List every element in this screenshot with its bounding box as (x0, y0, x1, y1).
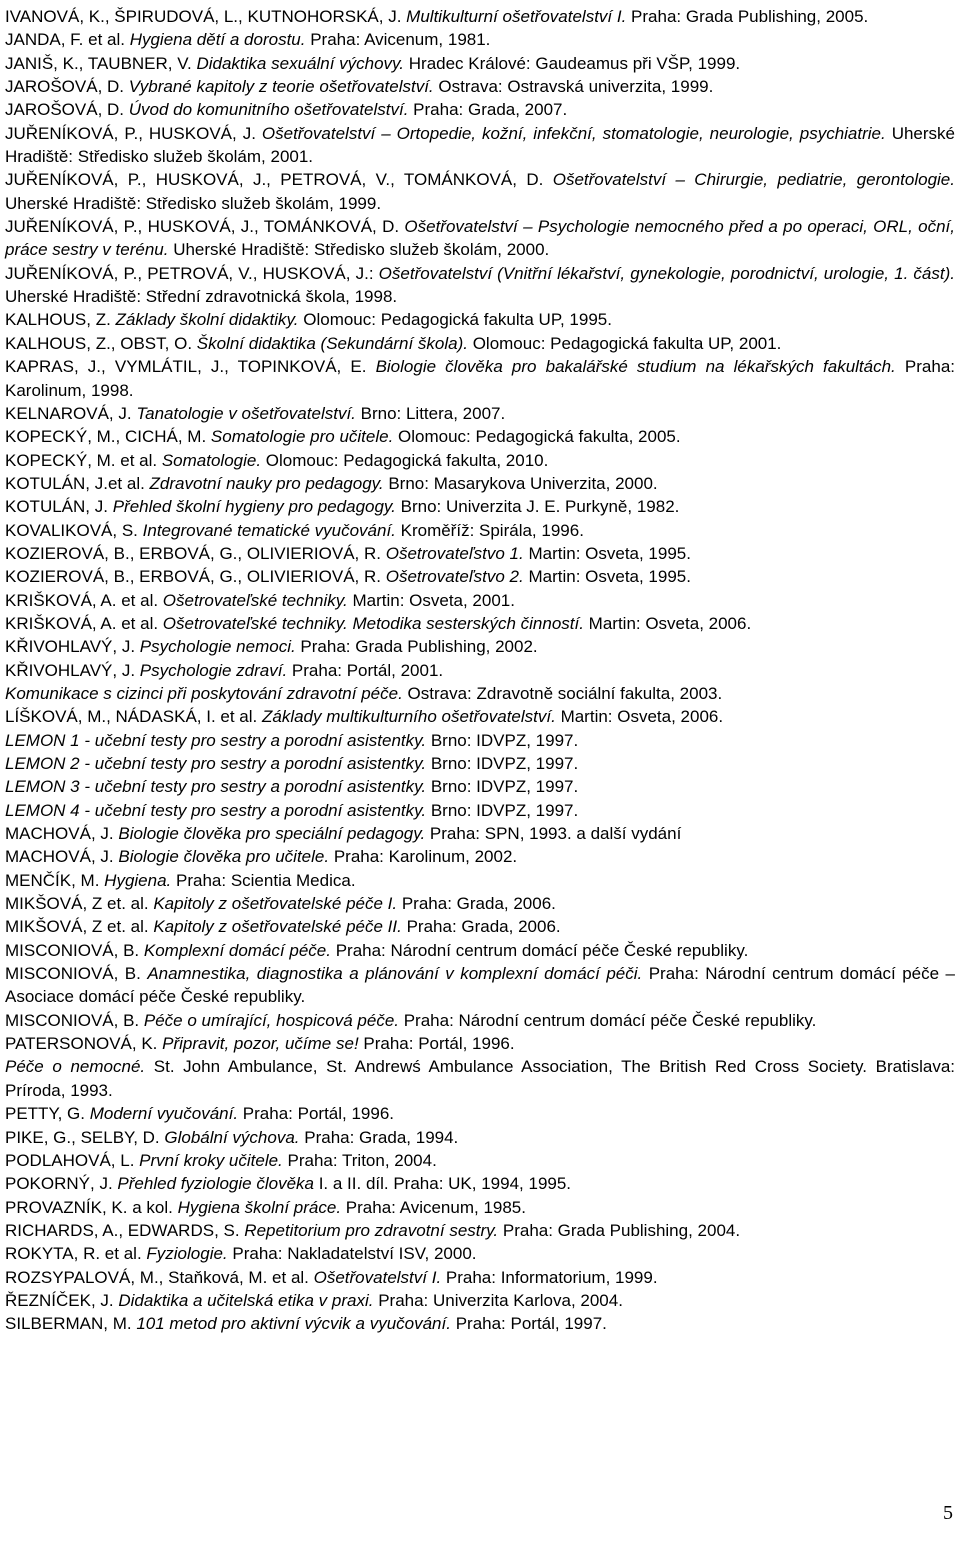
reference-entry (5, 845, 955, 868)
reference-title: Tanatologie v ošetřovatelství. (136, 403, 356, 423)
reference-entry (5, 915, 955, 938)
reference-entry (5, 799, 955, 822)
reference-authors: KAPRAS, J., VYMLÁTIL, J., TOPINKOVÁ, E. (5, 357, 376, 377)
reference-entry (5, 98, 955, 121)
reference-authors: PATERSONOVÁ, K. (5, 1034, 163, 1054)
reference-authors: MIKŠOVÁ, Z et. al. (5, 917, 154, 937)
reference-publisher: Praha: Portál, 1997. (450, 1314, 607, 1334)
reference-title: Ošetrovateľské techniky. (162, 590, 348, 610)
reference-title: LEMON 3 - učební testy pro sestry a porodní asistentky. (5, 777, 427, 797)
reference-entry (5, 28, 955, 51)
reference-publisher: I. a II. díl. Praha: UK, 1994, 1995. (313, 1174, 572, 1194)
reference-title: Ošetřovatelství I. (313, 1267, 442, 1287)
reference-authors: KOTULÁN, J.et al. (5, 473, 150, 493)
reference-authors: MACHOVÁ, J. (5, 824, 119, 844)
reference-publisher: Martin: Osveta, 1995. (523, 543, 691, 563)
reference-publisher: Praha: Karolinum, 2002. (329, 847, 518, 867)
reference-publisher: Praha: Triton, 2004. (282, 1150, 437, 1170)
reference-title: První kroky učitele. (139, 1150, 283, 1170)
reference-publisher: Praha: Grada, 2007. (408, 100, 568, 120)
reference-authors: KŘIVOHLAVÝ, J. (5, 637, 140, 657)
reference-authors: KRIŠKOVÁ, A. et al. (5, 613, 163, 633)
reference-entry (5, 1055, 960, 1102)
reference-publisher: Praha: Univerzita Karlova, 2004. (373, 1290, 623, 1310)
reference-authors: JAROŠOVÁ, D. (5, 100, 129, 120)
reference-title: Hygiena dětí a dorostu. (129, 30, 306, 50)
reference-publisher: Praha: Národní centrum domácí péče České republiky. (399, 1010, 817, 1030)
reference-title: Úvod do komunitního ošetřovatelství. (128, 100, 409, 120)
reference-publisher: Martin: Osveta, 2006. (555, 707, 724, 727)
reference-publisher: Brno: IDVPZ, 1997. (426, 730, 579, 750)
reference-authors: KOTULÁN, J. (5, 497, 113, 517)
reference-publisher: St. John Ambulance, St. Andrewś Ambulance Association, The British Red Cross Society. Bratislava: Príroda, 1993. (5, 1057, 960, 1100)
reference-publisher: Olomouc: Pedagogická fakulta UP, 2001. (467, 333, 782, 353)
reference-authors: ŘEZNÍČEK, J. (5, 1290, 119, 1310)
reference-entry (5, 75, 955, 98)
reference-authors: SILBERMAN, M. (5, 1314, 137, 1334)
reference-publisher: Olomouc: Pedagogická fakulta UP, 1995. (298, 310, 612, 330)
reference-entry (5, 939, 955, 962)
reference-title: Psychologie nemoci. (139, 637, 296, 657)
reference-title: Ošetrovateľstvo 2. (385, 567, 524, 587)
reference-authors: KOZIEROVÁ, B., ERBOVÁ, G., OLIVIERIOVÁ, R. (5, 567, 386, 587)
reference-entry (5, 705, 955, 728)
reference-authors: MENČÍK, M. (5, 870, 105, 890)
reference-title: Vybrané kapitoly z teorie ošetřovatelství. (128, 77, 434, 97)
reference-publisher: Praha: Informatorium, 1999. (441, 1267, 658, 1287)
reference-entry (5, 635, 955, 658)
reference-publisher: Uherské Hradiště: Středisko služeb školám, 1999. (5, 170, 960, 213)
reference-publisher: Brno: Masarykova Univerzita, 2000. (383, 473, 658, 493)
reference-entry (5, 682, 955, 705)
reference-publisher: Praha: Grada, 2006. (397, 894, 556, 914)
reference-title: Psychologie zdraví. (139, 660, 288, 680)
reference-authors: JANIŠ, K., TAUBNER, V. (5, 53, 197, 73)
reference-title: Kapitoly z ošetřovatelské péče I. (153, 894, 398, 914)
reference-authors: MISCONIOVÁ, B. (5, 940, 144, 960)
reference-title: Biologie člověka pro bakalářské studium na lékařských fakultách. (375, 357, 896, 377)
reference-entry (5, 1289, 955, 1312)
reference-authors: RICHARDS, A., EDWARDS, S. (5, 1220, 245, 1240)
reference-title: Hygiena. (104, 870, 172, 890)
reference-authors: KELNAROVÁ, J. (5, 403, 137, 423)
reference-publisher: Uherské Hradiště: Středisko služeb školám, 2001. (5, 123, 960, 167)
reference-publisher: Brno: IDVPZ, 1997. (426, 777, 579, 797)
reference-publisher: Kroměříž: Spirála, 1996. (395, 520, 584, 540)
reference-authors: PIKE, G., SELBY, D. (5, 1127, 165, 1147)
reference-title: Péče o nemocné. (5, 1057, 146, 1077)
reference-authors: PETTY, G. (5, 1104, 90, 1124)
reference-title: Ošetrovateľské techniky. Metodika sesterských činností. (162, 613, 584, 633)
reference-title: Péče o umírající, hospicová péče. (143, 1010, 399, 1030)
reference-entry (5, 52, 955, 75)
reference-entry (5, 262, 960, 309)
reference-title: Biologie člověka pro učitele. (118, 847, 330, 867)
reference-authors: JUŘENÍKOVÁ, P., PETROVÁ, V., HUSKOVÁ, J.: (5, 263, 379, 283)
reference-title: Somatologie. (161, 450, 262, 470)
reference-title: 101 metod pro aktivní výcvik a vyučování. (136, 1314, 451, 1334)
reference-entry (5, 449, 955, 472)
reference-entry (5, 1312, 955, 1335)
reference-entry (5, 752, 955, 775)
reference-authors: KOPECKÝ, M., CICHÁ, M. (5, 427, 211, 447)
reference-title: Komunikace s cizinci při poskytování zdravotní péče. (5, 683, 403, 703)
reference-authors: ROZSYPALOVÁ, M., Staňková, M. et al. (5, 1267, 314, 1287)
reference-title: Didaktika sexuální výchovy. (196, 53, 405, 73)
reference-entry (5, 1266, 955, 1289)
reference-publisher: Praha: Avicenum, 1985. (341, 1197, 526, 1217)
reference-title: Kapitoly z ošetřovatelské péče II. (153, 917, 402, 937)
reference-entry (5, 612, 955, 635)
reference-publisher: Martin: Osveta, 2006. (583, 613, 752, 633)
reference-title: LEMON 4 - učební testy pro sestry a porodní asistentky. (5, 800, 427, 820)
reference-title: Ošetrovateľstvo 1. (385, 543, 524, 563)
reference-title: Didaktika a učitelská etika v praxi. (118, 1290, 374, 1310)
reference-authors: ROKYTA, R. et al. (5, 1244, 147, 1264)
reference-publisher: Praha: Grada Publishing, 2002. (295, 637, 538, 657)
reference-entry (5, 1219, 955, 1242)
reference-title: LEMON 1 - učební testy pro sestry a porodní asistentky. (5, 730, 427, 750)
reference-title: Fyziologie. (146, 1244, 228, 1264)
reference-title: Připravit, pozor, učíme se! (162, 1034, 359, 1054)
reference-publisher: Praha: Grada Publishing, 2005. (626, 7, 869, 26)
reference-publisher: Ostrava: Zdravotně sociální fakulta, 2003. (402, 683, 723, 703)
reference-publisher: Praha: Avicenum, 1981. (305, 30, 491, 50)
reference-authors: KŘIVOHLAVÝ, J. (5, 660, 140, 680)
reference-title: Hygiena školní práce. (177, 1197, 342, 1217)
reference-entry (5, 1196, 955, 1219)
reference-authors: LÍŠKOVÁ, M., NÁDASKÁ, I. et al. (5, 707, 262, 727)
reference-entry (5, 892, 955, 915)
reference-authors: IVANOVÁ, K., ŠPIRUDOVÁ, L., KUTNOHORSKÁ, J. (5, 7, 407, 26)
reference-title: Základy multikulturního ošetřovatelství. (261, 707, 556, 727)
reference-entry (5, 425, 955, 448)
reference-authors: MISCONIOVÁ, B. (5, 1010, 144, 1030)
reference-title: Přehled fyziologie člověka (117, 1174, 314, 1194)
reference-entry (5, 308, 955, 331)
reference-entry (5, 1009, 955, 1032)
reference-entry (5, 729, 955, 752)
reference-entry (5, 519, 955, 542)
reference-authors: POKORNÝ, J. (5, 1174, 118, 1194)
reference-publisher: Olomouc: Pedagogická fakulta, 2005. (393, 427, 681, 447)
reference-title: Ošetřovatelství (Vnitřní lékařství, gynekologie, porodnictví, urologie, 1. část). (378, 263, 955, 283)
reference-title: Moderní vyučování. (89, 1104, 239, 1124)
reference-list (5, 5, 960, 1336)
reference-publisher: Praha: Karolinum, 1998. (5, 357, 960, 400)
page-number: 5 (943, 1502, 953, 1524)
reference-title: Multikulturní ošetřovatelství I. (406, 7, 627, 26)
reference-authors: PODLAHOVÁ, L. (5, 1150, 140, 1170)
reference-entry (5, 472, 955, 495)
reference-entry (5, 402, 955, 425)
reference-title: Ošetřovatelství – Ortopedie, kožní, infekční, stomatologie, neurologie, psychiatrie. (261, 123, 886, 143)
reference-publisher: Ostrava: Ostravská univerzita, 1999. (433, 77, 714, 97)
reference-entry (5, 495, 955, 518)
reference-entry (5, 5, 955, 28)
reference-publisher: Praha: Scientia Medica. (171, 870, 356, 890)
reference-entry (5, 168, 960, 215)
reference-publisher: Hradec Králové: Gaudeamus při VŠP, 1999. (404, 53, 741, 73)
reference-entry (5, 542, 955, 565)
reference-title: Ošetřovatelství – Chirurgie, pediatrie, gerontologie. (552, 170, 955, 190)
reference-title: Integrované tematické vyučování. (142, 520, 396, 540)
reference-publisher: Brno: IDVPZ, 1997. (426, 800, 579, 820)
reference-authors: PROVAZNÍK, K. a kol. (5, 1197, 178, 1217)
reference-entry (5, 1149, 955, 1172)
reference-title: Zdravotní nauky pro pedagogy. (149, 473, 384, 493)
reference-authors: JUŘENÍKOVÁ, P., HUSKOVÁ, J., TOMÁNKOVÁ, D. (5, 217, 405, 237)
reference-entry (5, 589, 955, 612)
reference-title: Anamnestika, diagnostika a plánování v komplexní domácí péči. (147, 964, 643, 984)
reference-title: Globální výchova. (164, 1127, 300, 1147)
reference-entry (5, 962, 959, 1009)
reference-authors: KRIŠKOVÁ, A. et al. (5, 590, 163, 610)
reference-publisher: Praha: Grada, 2006. (401, 917, 561, 937)
reference-publisher: Praha: Národní centrum domácí péče České republiky. (330, 940, 749, 960)
reference-entry (5, 659, 955, 682)
reference-entry (5, 355, 960, 402)
reference-publisher: Martin: Osveta, 2001. (347, 590, 515, 610)
reference-publisher: Praha: Portál, 1996. (238, 1104, 395, 1124)
reference-authors: MIKŠOVÁ, Z et. al. (5, 894, 154, 914)
reference-publisher: Uherské Hradiště: Středisko služeb školám, 2000. (168, 240, 550, 260)
reference-entry (5, 775, 955, 798)
reference-authors: KALHOUS, Z. (5, 310, 116, 330)
reference-authors: JUŘENÍKOVÁ, P., HUSKOVÁ, J., PETROVÁ, V., TOMÁNKOVÁ, D. (5, 170, 553, 190)
reference-authors: KOPECKÝ, M. et al. (5, 450, 162, 470)
reference-publisher: Brno: IDVPZ, 1997. (426, 754, 579, 773)
reference-publisher: Praha: Národní centrum domácí péče – Asociace domácí péče České republiky. (5, 964, 959, 1007)
reference-entry (5, 122, 960, 169)
reference-title: Repetitorium pro zdravotní sestry. (244, 1220, 499, 1240)
reference-entry (5, 1102, 955, 1125)
reference-entry (5, 869, 955, 892)
reference-publisher: Brno: Littera, 2007. (355, 403, 506, 423)
reference-entry (5, 822, 955, 845)
reference-title: LEMON 2 - učební testy pro sestry a porodní asistentky. (5, 754, 427, 773)
reference-authors: KOVALIKOVÁ, S. (5, 520, 143, 540)
reference-authors: MACHOVÁ, J. (5, 847, 119, 867)
reference-title: Školní didaktika (Sekundární škola). (196, 333, 468, 353)
reference-entry (5, 215, 955, 262)
reference-publisher: Uherské Hradiště: Střední zdravotnická škola, 1998. (5, 263, 960, 307)
reference-entry (5, 1126, 955, 1149)
reference-publisher: Brno: Univerzita J. E. Purkyně, 1982. (395, 497, 680, 517)
reference-title: Biologie člověka pro speciální pedagogy. (118, 824, 426, 844)
reference-publisher: Martin: Osveta, 1995. (523, 567, 691, 587)
reference-publisher: Praha: SPN, 1993. a další vydání (425, 824, 682, 844)
reference-publisher: Praha: Nakladatelství ISV, 2000. (227, 1244, 477, 1264)
reference-publisher: Praha: Grada, 1994. (299, 1127, 459, 1147)
reference-authors: KOZIEROVÁ, B., ERBOVÁ, G., OLIVIERIOVÁ, R. (5, 543, 386, 563)
reference-title: Ošetřovatelství – Psychologie nemocného před a po operaci, ORL, oční, práce sestry v terénu. (5, 217, 956, 260)
reference-title: Základy školní didaktiky. (115, 310, 299, 330)
reference-title: Somatologie pro učitele. (210, 427, 394, 447)
reference-entry (5, 1172, 955, 1195)
reference-publisher: Olomouc: Pedagogická fakulta, 2010. (261, 450, 549, 470)
reference-entry (5, 565, 955, 588)
reference-publisher: Praha: Grada Publishing, 2004. (498, 1220, 741, 1240)
reference-authors: JANDA, F. et al. (5, 30, 130, 50)
reference-authors: JAROŠOVÁ, D. (5, 77, 129, 97)
reference-entry (5, 332, 955, 355)
reference-entry (5, 1242, 955, 1265)
reference-title: Komplexní domácí péče. (143, 940, 331, 960)
reference-authors: MISCONIOVÁ, B. (5, 964, 148, 984)
reference-authors: KALHOUS, Z., OBST, O. (5, 333, 197, 353)
reference-entry (5, 1032, 955, 1055)
reference-authors: JUŘENÍKOVÁ, P., HUSKOVÁ, J. (5, 123, 262, 143)
reference-publisher: Praha: Portál, 2001. (287, 660, 444, 680)
reference-title: Přehled školní hygieny pro pedagogy. (112, 497, 396, 517)
reference-publisher: Praha: Portál, 1996. (358, 1034, 515, 1054)
